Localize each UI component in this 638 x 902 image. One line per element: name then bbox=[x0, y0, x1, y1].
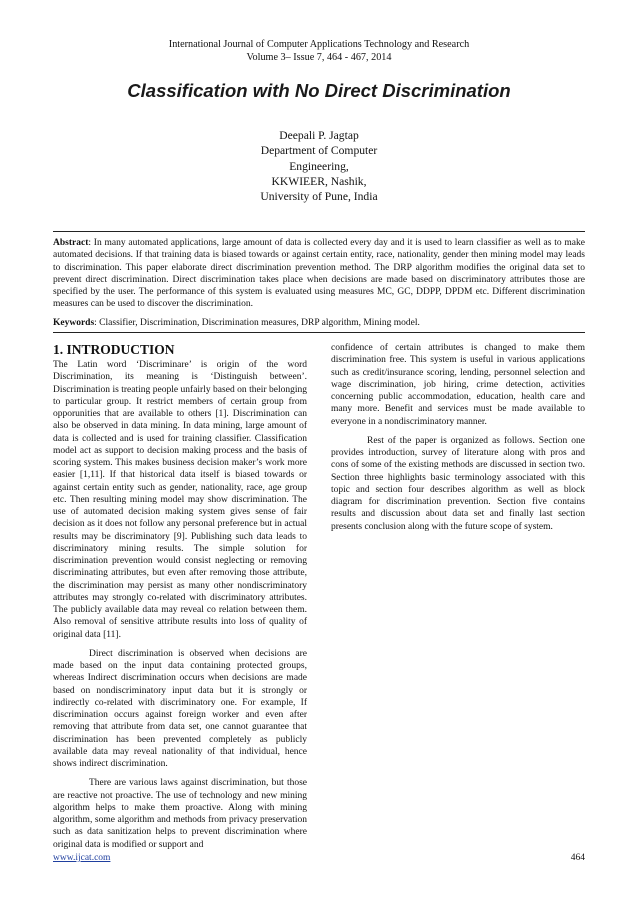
paper-title: Classification with No Direct Discrimination bbox=[127, 80, 511, 101]
keywords-text: : Classifier, Discrimination, Discrimination measures, DRP algorithm, Mining model. bbox=[94, 318, 420, 328]
column-left bbox=[53, 342, 307, 858]
abstract-text: : In many automated applications, large amount of data is collected every day and it is used to learn classifier as well as to make automated decisions. If that training data is biased towards or against certain entity, race, nationality, gender then mining model may leads to discrimination. This paper elaborate direct discrimination prevention method. The DRP algorithm modifies the original data set to prevent direct discrimination. Direct discrimination takes place when decisions are made based on discriminatory attributes those are specified by the user. The performance of this system is evaluated using measures MC, GC, DDPP, DPDM etc. Different discrimination measures can be used to discover the discrimination. bbox=[53, 238, 585, 310]
author-university: University of Pune, India bbox=[260, 190, 378, 204]
author-block bbox=[0, 128, 638, 204]
paragraph-5: Rest of the paper is organized as follows. Section one provides introduction, survey of literature along with pros and cons of some of the existing methods are discussed in section two. Section three highlights basic terminology associated with this topic and section four describes algorithm as well as block diagram for discrimination prevention. Section five contains results and discussion about data set and finally last section presents conclusion along with the future scope of system. bbox=[331, 435, 585, 532]
author-name: Deepali P. Jagtap bbox=[279, 129, 359, 142]
paragraph-4: confidence of certain attributes is changed to make them discrimination free. This system is useful in various applications such as credit/insurance scoring, lending, personnel selection and wage discrimination, job hiring, crime detection, activities concerning public accommodation, education, health care and many more. Benefit and services must be made available to everyone in a nondiscriminatory manner. bbox=[331, 343, 585, 427]
paragraph-2: Direct discrimination is observed when decisions are made based on the input data containing protected groups, whereas Indirect discrimination occurs when decisions are made based on nondiscriminatory input data but it is strongly or indirectly co-related with discriminatory one. For example, If discrimination occurs against foreign worker and even after removing that attribute from data set, one cannot guarantee that discrimination has been prevented completely as publicly available data may reveal nationality of that individual, hence shows indirect discrimination. bbox=[53, 648, 307, 769]
journal-name: International Journal of Computer Applications Technology and Research bbox=[168, 39, 470, 50]
page-number: 464 bbox=[570, 853, 585, 863]
section-heading-introduction: 1. INTRODUCTION bbox=[53, 342, 175, 357]
author-dept-1: Department of Computer bbox=[260, 144, 378, 158]
journal-header bbox=[0, 38, 638, 64]
paragraph-1: The Latin word ‘Discriminare’ is origin of the word Discrimination, its meaning is ‘Distinguish between’. Discrimination is treating people unfairly based on their belonging to particular group. It restrict members of certain group from opporunities that are available to others [1]. Discrimination can also be observed in data mining. In data mining, large amount of data is collected and is used for training classifier. Classification model act as support to decision making process and the basis of scoring system. This makes business decision maker’s work more easier [1,11]. If that historical data itself is biased towards or against certain entity such as gender, nationality, race, age group etc. Then resulting mining model may show discrimination. The use of automated decision making system gives sense of fair decision as it does not follow any personal preference but in actual results may be discriminatory [9]. Publishing such data leads to discriminatory mining results. The simple solution for discrimination prevention would consist neglecting or removing discriminating attributes, but even after removing those attribute, the discrimination may persist as many other nondiscriminatory attributes may strongly co-related with discriminatory attributes. The publicly available data may reveal co relation between them. Also removal of sensitive attribute results into loss of quality of original data [11]. bbox=[53, 360, 307, 640]
author-institute: KKWIEER, Nashik, bbox=[271, 174, 367, 188]
keywords bbox=[53, 317, 585, 329]
page-footer bbox=[53, 853, 585, 863]
divider-bottom bbox=[53, 332, 585, 333]
author-dept-2: Engineering, bbox=[289, 159, 349, 173]
journal-url-link[interactable]: www.ijcat.com bbox=[53, 853, 111, 863]
column-right bbox=[331, 342, 585, 540]
divider-top bbox=[53, 231, 585, 232]
abstract-label: Abstract bbox=[53, 238, 89, 248]
keywords-label: Keywords bbox=[53, 318, 95, 328]
journal-volume: Volume 3– Issue 7, 464 - 467, 2014 bbox=[246, 52, 392, 63]
paragraph-3: There are various laws against discrimination, but those are reactive not proactive. The use of technology and new mining algorithm helps to make them proactive. Along with mining algorithm, some algorithm and methods from privacy preservation such as data sanitization helps to prevent discrimination where original data is modified or support and bbox=[53, 778, 307, 850]
abstract bbox=[53, 237, 585, 311]
